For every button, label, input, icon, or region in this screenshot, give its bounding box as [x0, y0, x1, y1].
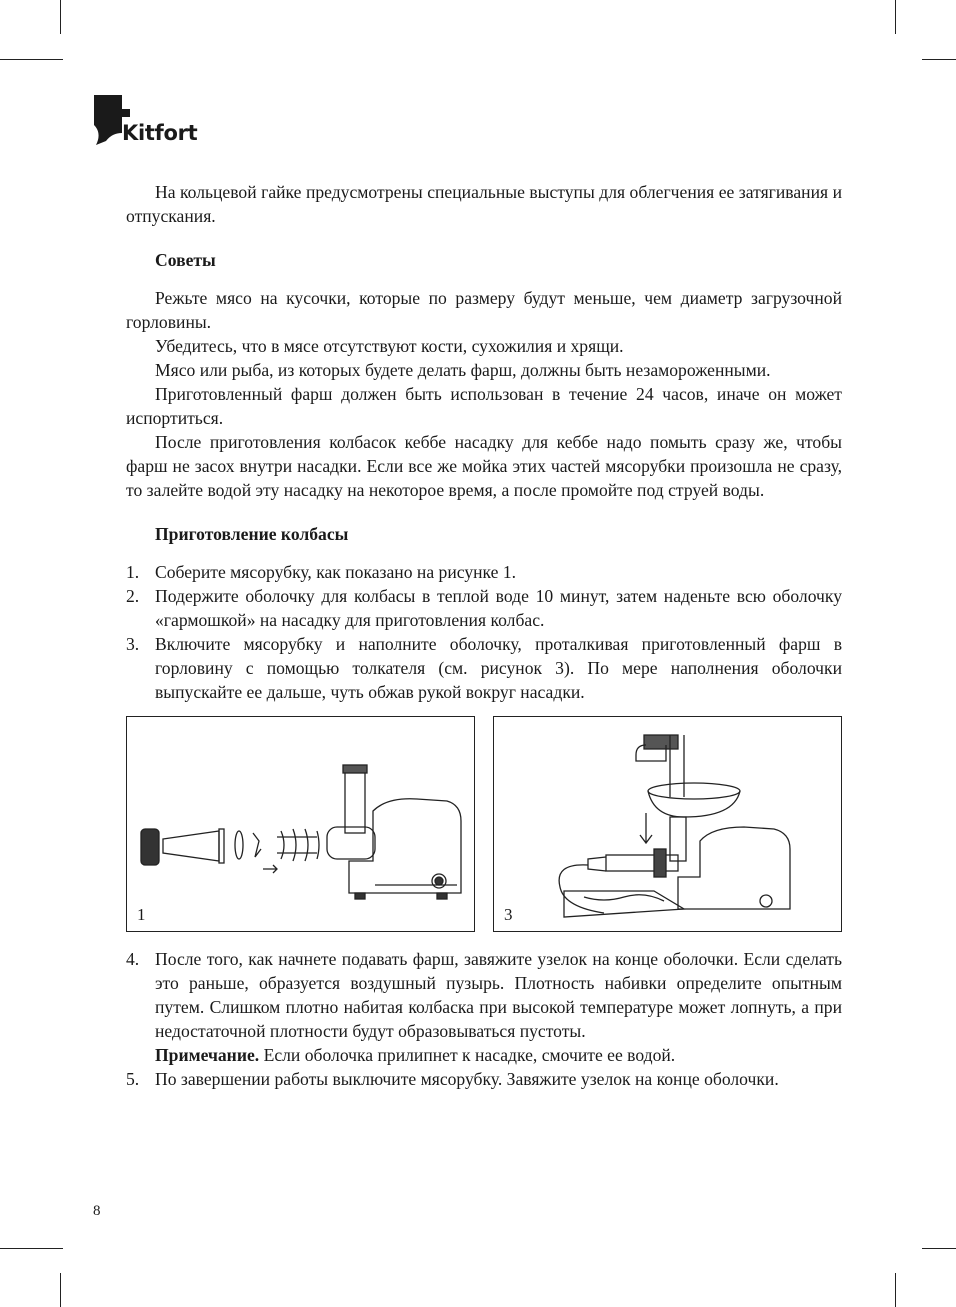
steps-list — [126, 947, 842, 1043]
step-number: 3. — [126, 634, 140, 654]
crop-mark — [0, 1248, 63, 1249]
figure-1 — [126, 716, 475, 932]
crop-mark — [895, 1273, 896, 1307]
list-item — [126, 560, 842, 584]
step-number: 5. — [126, 1069, 140, 1089]
brand-name: Kitfort — [122, 121, 198, 145]
list-item — [126, 1067, 842, 1091]
crop-mark — [922, 59, 956, 60]
crop-mark — [0, 59, 63, 60]
sausage-stuffing-illustration — [494, 717, 841, 931]
figure-label: 3 — [504, 905, 513, 924]
step-number: 4. — [126, 949, 140, 969]
tip-paragraph: Убедитесь, что в мясе отсутствуют кости, сухожилия и хрящи. — [155, 336, 624, 356]
list-item — [126, 584, 842, 632]
note-label: Примечание. — [155, 1045, 260, 1065]
step-number: 1. — [126, 562, 140, 582]
sausage-heading: Приготовление колбасы — [155, 524, 349, 544]
figure-3 — [493, 716, 842, 932]
crop-mark — [922, 1248, 956, 1249]
text-block-top — [126, 180, 842, 704]
steps-list — [126, 560, 842, 704]
step-text: Подержите оболочку для колбасы в теплой воде 10 минут, затем наденьте всю оболочку «гармошкой» на насадку для приготовления колбас. — [155, 586, 842, 630]
tip-paragraph: Мясо или рыба, из которых будете делать фарш, должны быть незамороженными. — [155, 360, 771, 380]
note — [126, 1043, 842, 1067]
meat-grinder-assembly-illustration — [127, 717, 474, 931]
step-text: Включите мясорубку и наполните оболочку, проталкивая приготовленный фарш в горловину с помощью толкателя (см. рисунок 3). По мере наполнения оболочки выпускайте ее дальше, чуть обжав рукой вокруг насадки. — [155, 634, 842, 702]
tip-paragraph: Режьте мясо на кусочки, которые по размеру будут меньше, чем диаметр загрузочной горловины. — [126, 288, 842, 332]
figure-label: 1 — [137, 905, 146, 924]
crop-mark — [60, 0, 61, 34]
text-block-bottom — [126, 947, 842, 1091]
page-number: 8 — [93, 1203, 101, 1219]
crop-mark — [895, 0, 896, 34]
step-text: Соберите мясорубку, как показано на рисунке 1. — [155, 562, 517, 582]
tip-paragraph: Приготовленный фарш должен быть использован в течение 24 часов, иначе он может испортиться. — [126, 384, 842, 428]
steps-list — [126, 1067, 842, 1091]
list-item — [126, 632, 842, 704]
crop-mark — [60, 1273, 61, 1307]
tip-paragraph: После приготовления колбасок кеббе насадку для кеббе надо помыть сразу же, чтобы фарш не засох внутри насадки. Если все же мойка этих частей мясорубки произошла не сразу, то залейте водой эту насадку на некоторое время, а после промойте под струей воды. — [126, 432, 842, 500]
list-item — [126, 947, 842, 1043]
step-number: 2. — [126, 586, 140, 606]
step-text: После того, как начнете подавать фарш, завяжите узелок на конце оболочки. Если сделать это раньше, образуется воздушный пузырь. Плотность набивки определите опытным путем. Слишком плотно набитая колбаска при высокой температуре может лопнуть, а при недостаточной плотности будут образовываться пустоты. — [155, 949, 842, 1041]
step-text: По завершении работы выключите мясорубку. Завяжите узелок на конце оболочки. — [155, 1069, 779, 1089]
intro-paragraph: На кольцевой гайке предусмотрены специальные выступы для облегчения ее затягивания и отпускания. — [126, 182, 842, 226]
brand-logo — [92, 93, 232, 149]
tips-heading: Советы — [155, 250, 216, 270]
note-text: Если оболочка прилипнет к насадке, смочите ее водой. — [259, 1045, 676, 1065]
